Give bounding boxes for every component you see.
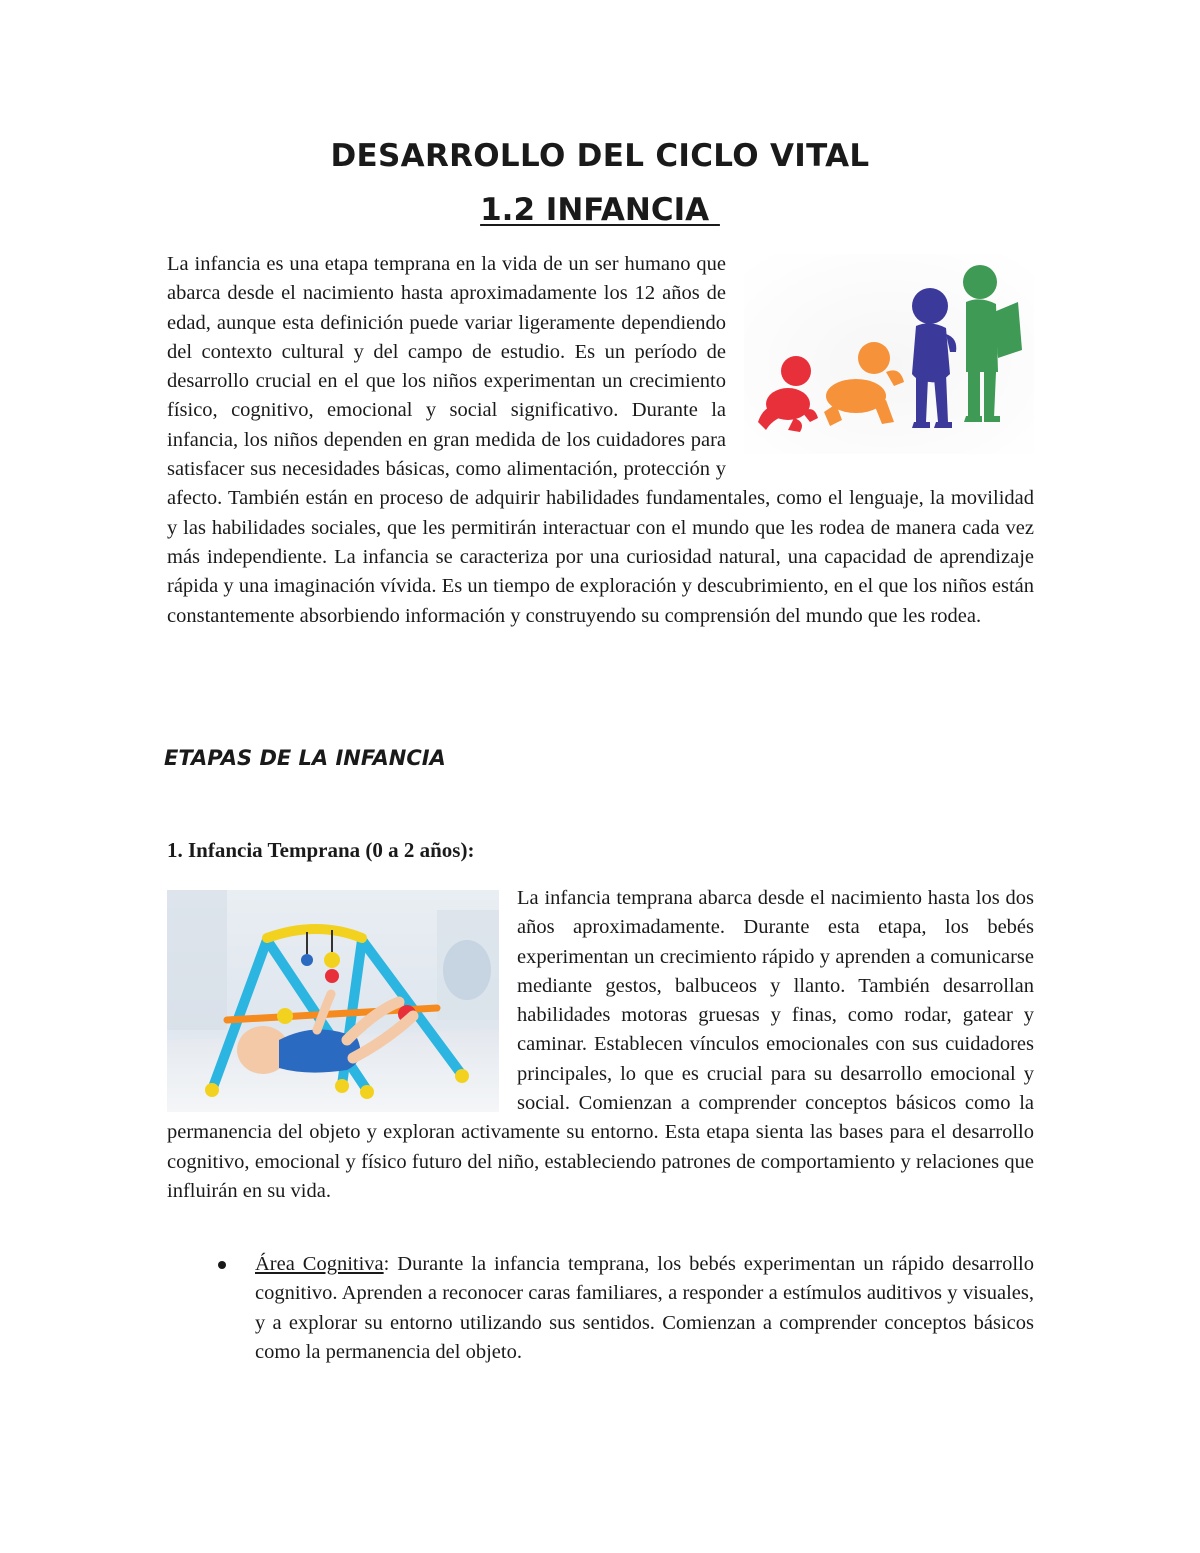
intro-paragraph: La infancia es una etapa temprana en la vida de un ser humano que abarca desde el nacimiento hasta aproximadamente los 12 años de edad, aunque esta definición puede variar ligeramente dependiendo del contexto cultural y del campo de estudio. Es un período de desarrollo crucial en el que los niños experimentan un crecimiento físico, cognitivo, emocional y social significativo. Durante la infancia, los niños dependen en gran medida de los cuidadores para satisfacer sus necesidades básicas, como alimentación, protección y afecto. También están en proceso de adquirir habilidades fundamentales, como el lenguaje, la movilidad y las habilidades sociales, que les permitirán interactuar con el mundo que les rodea de manera cada vez más independiente. La infancia se caracteriza por una curiosidad natural, una capacidad de aprendizaje rápida y una imaginación vívida. Es un tiempo de exploración y descubrimiento, en el que los niños están constantemente absorbiendo información y construyendo su comprensión del mundo que les rodea. bbox=[167, 253, 1034, 627]
section-title-text: 1.2 INFANCIA bbox=[480, 192, 720, 228]
stages-heading: ETAPAS DE LA INFANCIA bbox=[164, 746, 446, 770]
area-bullet-list bbox=[167, 1250, 1034, 1367]
baby-play-gym-image bbox=[167, 890, 499, 1112]
stage-block bbox=[167, 884, 1034, 1206]
bullet-icon bbox=[218, 1261, 226, 1269]
section-title bbox=[0, 192, 1200, 228]
list-item bbox=[167, 1250, 1034, 1367]
stage-heading: 1. Infancia Temprana (0 a 2 años): bbox=[167, 838, 475, 862]
baby-play-gym-photo-icon bbox=[167, 890, 499, 1112]
document-title: DESARROLLO DEL CICLO VITAL bbox=[330, 138, 870, 174]
child-growth-silhouettes-icon bbox=[744, 254, 1034, 454]
stage-paragraph: La infancia temprana abarca desde el nacimiento hasta los dos años aproximadamente. Durante esta etapa, los bebés experimentan un crecimiento rápido y aprenden a comunicarse mediante gestos, balbuceos y llanto. También desarrollan habilidades motoras gruesas y finas, como rodar, gatear y caminar. Establecen vínculos emocionales con sus cuidadores principales, lo que es crucial para su desarrollo emocional y social. Comienzan a comprender conceptos básicos como la permanencia del objeto y exploran activamente su entorno. Esta etapa sienta las bases para el desarrollo cognitivo, emocional y físico futuro del niño, estableciendo patrones de comportamiento y relaciones que influirán en su vida. bbox=[167, 887, 1034, 1202]
area-term: Área Cognitiva bbox=[255, 1253, 384, 1275]
growth-stages-image bbox=[744, 254, 1034, 454]
intro-block bbox=[167, 250, 1034, 631]
area-description: : Durante la infancia temprana, los bebés experimentan un rápido desarrollo cognitivo. Aprenden a reconocer caras familiares, a responder a estímulos auditivos y visuales, y a explorar su entorno utilizando sus sentidos. Comienzan a comprender conceptos básicos como la permanencia del objeto. bbox=[255, 1253, 1034, 1363]
